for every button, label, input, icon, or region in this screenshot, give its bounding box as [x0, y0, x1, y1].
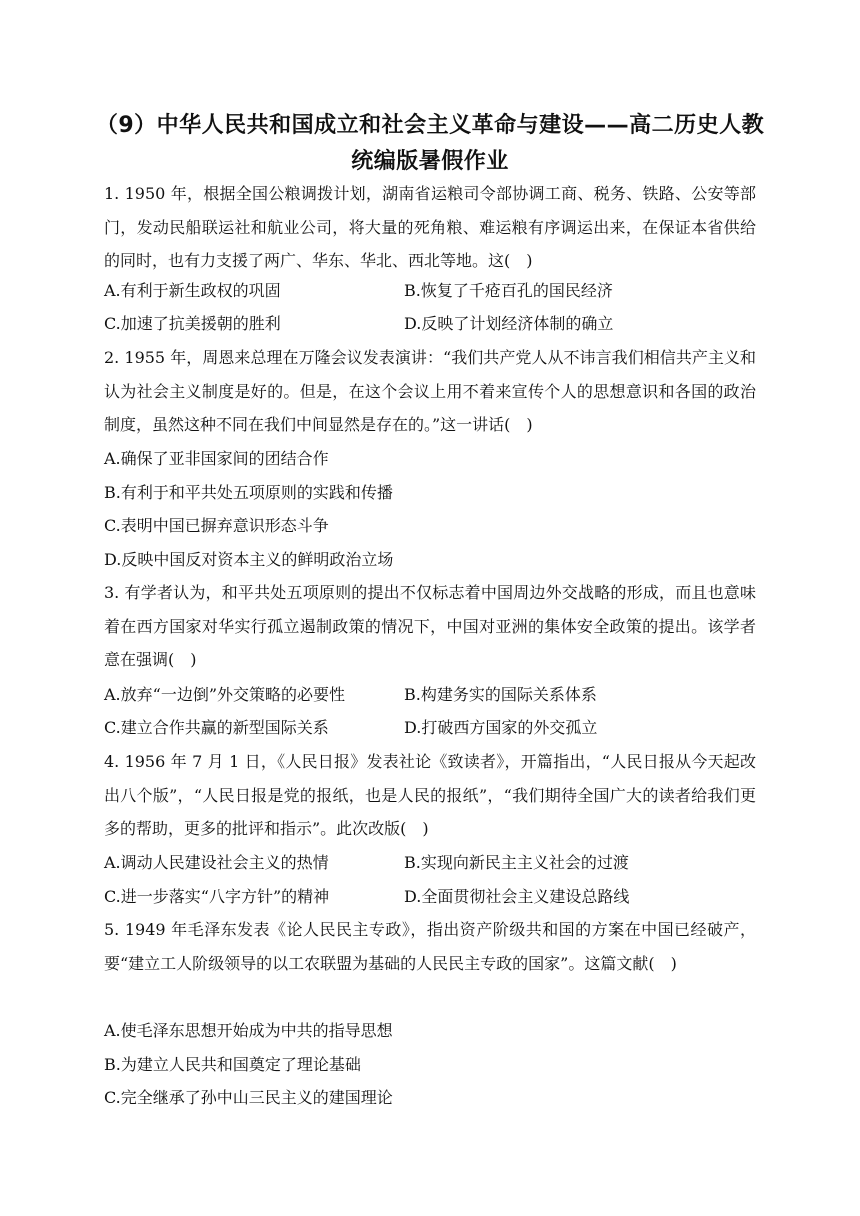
question-2-option-d: D.反映中国反对资本主义的鲜明政治立场 — [104, 550, 394, 569]
question-2-option-c: C.表明中国已摒弃意识形态斗争 — [104, 516, 329, 535]
question-4-stem: 4. 1956 年 7 月 1 日，《人民日报》发表社论《致读者》，开篇指出，“人民日报从今天起改出八个版”，“人民日报是党的报纸，也是人民的报纸”，“我们期待全国广大的读者给我们更多的帮助，更多的批评和指示”。此次改版( ) — [104, 752, 756, 838]
question-5-stem: 5. 1949 年毛泽东发表《论人民民主专政》，指出资产阶级共和国的方案在中国已经破产，要“建立工人阶级领导的以工农联盟为基础的人民民主专政的国家”。这篇文献( ) — [104, 920, 756, 973]
question-2-option-a: A.确保了亚非国家间的团结合作 — [104, 449, 329, 468]
question-4-option-d: D.全面贯彻社会主义建设总路线 — [404, 887, 630, 906]
question-3-option-b: B.构建务实的国际关系体系 — [404, 685, 597, 704]
question-3-option-c: C.建立合作共赢的新型国际关系 — [104, 718, 329, 737]
page-title — [90, 108, 770, 180]
question-1-option-d: D.反映了计划经济体制的确立 — [404, 314, 614, 333]
question-5-option-c: C.完全继承了孙中山三民主义的建国理论 — [104, 1088, 393, 1107]
question-4-option-b: B.实现向新民主主义社会的过渡 — [404, 853, 629, 872]
title-line-1: （9）中华人民共和国成立和社会主义革命与建设——高二历史人教 — [95, 113, 765, 138]
question-1-option-a: A.有利于新生政权的巩固 — [104, 281, 281, 300]
question-4-option-a: A.调动人民建设社会主义的热情 — [104, 853, 329, 872]
question-4-option-c: C.进一步落实“八字方针”的精神 — [104, 887, 330, 906]
title-line-2: 统编版暑假作业 — [351, 149, 509, 174]
question-5-option-b: B.为建立人民共和国奠定了理论基础 — [104, 1055, 361, 1074]
question-3-option-d: D.打破西方国家的外交孤立 — [404, 718, 598, 737]
question-3-stem: 3. 有学者认为，和平共处五项原则的提出不仅标志着中国周边外交战略的形成，而且也意味着在西方国家对华实行孤立遏制政策的情况下，中国对亚洲的集体安全政策的提出。该学者意在强调( ) — [104, 583, 756, 669]
question-2-stem: 2. 1955 年，周恩来总理在万隆会议发表演讲：“我们共产党人从不讳言我们相信共产主义和认为社会主义制度是好的。但是，在这个会议上用不着来宣传个人的思想意识和各国的政治制度，虽然这种不同在我们中间显然是存在的。”这一讲话( ) — [104, 348, 756, 434]
question-2-option-b: B.有利于和平共处五项原则的实践和传播 — [104, 483, 393, 502]
question-3-option-a: A.放弃“一边倒”外交策略的必要性 — [104, 685, 346, 704]
question-5-option-a: A.使毛泽东思想开始成为中共的指导思想 — [104, 1021, 393, 1040]
question-1-stem: 1. 1950 年，根据全国公粮调拨计划，湖南省运粮司令部协调工商、税务、铁路、公安等部门，发动民船联运社和航业公司，将大量的死角粮、难运粮有序调运出来，在保证本省供给的同时，也有力支援了两广、华东、华北、西北等地。这( ) — [104, 184, 756, 270]
question-1-option-b: B.恢复了千疮百孔的国民经济 — [404, 281, 613, 300]
question-1-option-c: C.加速了抗美援朝的胜利 — [104, 314, 281, 333]
